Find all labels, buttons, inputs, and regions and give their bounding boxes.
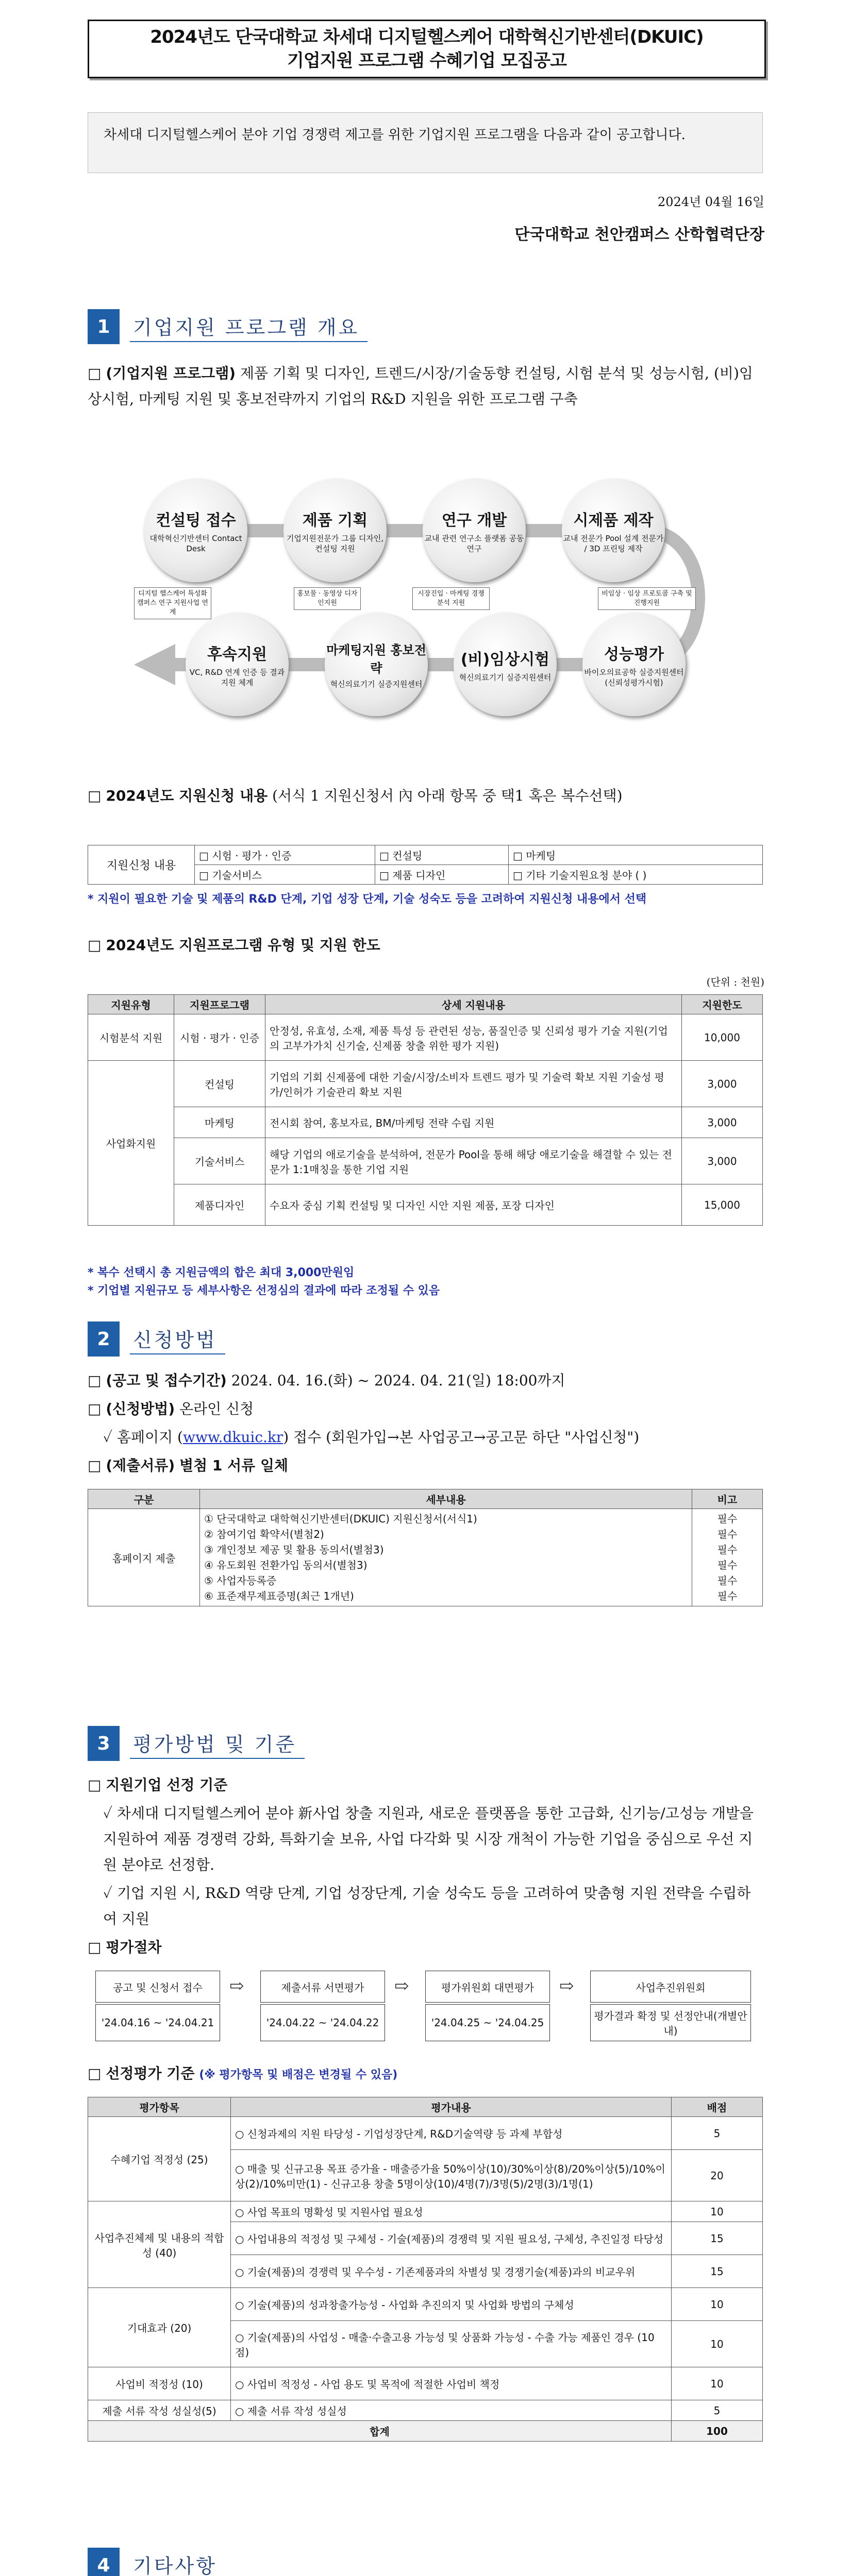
apply-table-label: 지원신청 내용 — [88, 845, 195, 885]
procedure-step-title: 평가위원회 대면평가 — [425, 1971, 550, 2003]
checkbox-icon: □ — [88, 365, 106, 382]
criteria-score: 10 — [672, 2201, 763, 2222]
checkbox-icon: □ — [88, 787, 106, 804]
types-note-2: * 기업별 지원규모 등 세부사항은 선정심의 결과에 따라 조정될 수 있음 — [88, 1284, 440, 1297]
criteria-content: ○ 사업내용의 적정성 및 구체성 - 기술(제품)의 경쟁력 및 지원 필요성, 구체성, 추진일정 타당성 — [231, 2222, 672, 2255]
cycle-step-planning — [283, 479, 387, 582]
apply-option[interactable]: □ 컨설팅 — [375, 845, 509, 865]
doc-item: ① 단국대학교 대학혁신기반센터(DKUIC) 지원신청서(서식1) — [204, 1513, 477, 1525]
notice-date: 2024년 04월 16일 — [658, 195, 764, 209]
criteria-score: 15 — [672, 2255, 763, 2288]
apply-note: * 지원이 필요한 기술 및 제품의 R&D 단계, 기업 성장 단계, 기술 성숙도 등을 고려하여 지원신청 내용에서 선택 — [88, 893, 647, 906]
criteria-content: ○ 사업 목표의 명확성 및 지원사업 필요성 — [231, 2201, 672, 2222]
docs-remarks-cell — [692, 1509, 763, 1606]
table-header: 비고 — [692, 1489, 763, 1509]
docs-line — [88, 1453, 763, 1479]
table-header: 지원한도 — [682, 995, 763, 1014]
doc-item: ④ 유도회원 전환가입 동의서(별첨3) — [204, 1559, 367, 1571]
section-number: 4 — [88, 2548, 120, 2576]
cycle-step-desc: 기업지원전문가 그룹 디자인, 컨설팅 지원 — [286, 534, 384, 553]
criteria-content: ○ 기술(제품)의 경쟁력 및 우수성 - 기존제품과의 차별성 및 경쟁기술(제품)과의 비교우위 — [231, 2255, 672, 2288]
criteria-score: 20 — [672, 2150, 763, 2201]
criteria-total: 100 — [672, 2421, 763, 2442]
table-cell: 3,000 — [682, 1138, 763, 1184]
apply-option[interactable]: □ 제품 디자인 — [375, 865, 509, 885]
cycle-step-title: 제품 기획 — [302, 512, 368, 530]
cycle-step-performance — [582, 613, 686, 716]
cycle-step-followup — [186, 613, 289, 716]
criteria-score: 10 — [672, 2367, 763, 2400]
docs-text: 별첨 1 서류 일체 — [179, 1457, 289, 1474]
cycle-step-desc: 교내 전문가 Pool 설계 전문가 / 3D 프린팅 제작 — [563, 534, 664, 553]
criteria-content: ○ 신청과제의 지원 타당성 - 기업성장단계, R&D기술역량 등 과제 부합성 — [231, 2117, 672, 2150]
section-title: 기타사항 — [130, 2550, 225, 2576]
docs-category: 홈페이지 제출 — [88, 1509, 200, 1606]
homepage-prefix: 홈페이지 ( — [116, 1429, 183, 1446]
doc-item: ② 참여기업 확약서(별첨2) — [204, 1528, 324, 1540]
select-text: 기업 지원 시, R&D 역량 단계, 기업 성장단계, 기술 성숙도 등을 고려하여 맞춤형 지원 전략을 수립하여 지원 — [103, 1885, 751, 1927]
cycle-step-clinical — [454, 613, 557, 716]
table-header: 상세 지원내용 — [265, 995, 682, 1014]
period-value: 2024. 04. 16.(화) ~ 2024. 04. 21(일) 18:00까지 — [231, 1372, 565, 1389]
table-cell: 15,000 — [682, 1184, 763, 1226]
procedure-step-title: 사업추진위원회 — [590, 1971, 751, 2003]
checkbox-icon: □ — [88, 1372, 106, 1389]
procedure-step-date: 평가결과 확정 및 선정안내(개별안내) — [590, 2004, 751, 2041]
table-cell: 기술서비스 — [174, 1138, 265, 1184]
cycle-step-marketing — [325, 613, 428, 716]
homepage-line — [88, 1425, 763, 1450]
procedure-heading-line — [88, 1935, 763, 1960]
table-cell: 컨설팅 — [174, 1061, 265, 1107]
program-cycle-diagram — [124, 453, 742, 742]
doc-remark: 필수 — [717, 1559, 738, 1571]
criteria-item: 제출 서류 작성 성실성(5) — [88, 2400, 231, 2421]
table-cell: 사업화지원 — [88, 1061, 174, 1226]
select-criteria-2 — [88, 1880, 763, 1932]
arrow-right-icon: ⇨ — [559, 1976, 574, 1996]
cycle-step-desc: VC, R&D 연계 인증 등 결과 지원 체계 — [189, 668, 285, 687]
cycle-step-consulting — [144, 479, 247, 582]
table-cell: 수요자 중심 기획 컨설팅 및 디자인 시안 지원 제품, 포장 디자인 — [265, 1184, 682, 1226]
criteria-item: 수혜기업 적정성 (25) — [88, 2117, 231, 2201]
criteria-note: (※ 평가항목 및 배점은 변경될 수 있음) — [199, 2069, 398, 2081]
criteria-item: 사업비 적정성 (10) — [88, 2367, 231, 2400]
cycle-tag-design: 홍보물 · 동영상 디자인지원 — [294, 587, 361, 610]
select-heading-line — [88, 1772, 763, 1798]
criteria-content: ○ 사업비 적정성 - 사업 용도 및 목적에 적절한 사업비 책정 — [231, 2367, 672, 2400]
criteria-score: 5 — [672, 2117, 763, 2150]
section-1-header — [88, 309, 367, 344]
select-text: 차세대 디지털헬스케어 분야 新사업 창출 지원과, 새로운 플랫폼을 통한 고급화, 신기능/고성능 개발을 지원하여 제품 경쟁력 강화, 특화기술 보유, 사업 다각화 및 시장 개척이 가능한 기업을 중심으로 우선 지원 분야로 선정함. — [103, 1805, 754, 1873]
types-heading: 2024년도 지원프로그램 유형 및 지원 한도 — [106, 937, 380, 954]
cycle-step-desc: 바이오의료공학 실증지원센터 (신뢰성평가시험) — [584, 668, 684, 687]
criteria-total-label: 합계 — [88, 2421, 672, 2442]
doc-remark: 필수 — [717, 1590, 738, 1602]
criteria-content: ○ 기술(제품)의 사업성 - 매출·수출고용 가능성 및 상품화 가능성 - 수출 가능 제품인 경우 (10점) — [231, 2321, 672, 2367]
table-header: 배점 — [672, 2097, 763, 2117]
apply-option[interactable]: □ 마케팅 — [508, 845, 762, 865]
overview-text: 제품 기획 및 디자인, 트렌드/시장/기술동향 컨설팅, 시험 분석 및 성능시험, (비)임상시험, 마케팅 지원 및 홍보전략까지 기업의 R&D 지원을 위한 프로그램 구축 — [88, 365, 753, 408]
section-title: 기업지원 프로그램 개요 — [130, 312, 367, 342]
table-cell: 제품디자인 — [174, 1184, 265, 1226]
cycle-step-desc: 혁신의료기기 실증지원센터 — [330, 680, 423, 689]
table-cell: 3,000 — [682, 1107, 763, 1138]
section-2-header — [88, 1321, 225, 1357]
notice-title-box — [88, 20, 766, 78]
apply-paragraph — [88, 783, 763, 809]
program-types-table — [88, 994, 763, 1226]
criteria-heading: 선정평가 기준 — [106, 2065, 195, 2082]
checkbox-icon: □ — [88, 1939, 106, 1956]
cycle-step-desc: 대학혁신기반센터 Contact Desk — [149, 534, 242, 553]
cycle-step-desc: 혁신의료기기 실증지원센터 — [459, 673, 552, 682]
cycle-tag-campus: 디지털 헬스케어 특성화 캠퍼스 연구 지원사업 연계 — [134, 587, 211, 619]
criteria-item: 사업추진체제 및 내용의 적합성 (40) — [88, 2201, 231, 2288]
checkbox-icon: □ — [88, 937, 106, 954]
criteria-heading-line — [88, 2061, 763, 2088]
period-line — [88, 1368, 763, 1394]
section-4-header — [88, 2548, 225, 2576]
section-title: 신청방법 — [130, 1324, 225, 1354]
cycle-step-desc: 교내 관련 연구소 플랫폼 공동연구 — [424, 534, 524, 553]
criteria-content: ○ 매출 및 신규고용 목표 증가율 - 매출증가율 50%이상(10)/30%이상(8)/20%이상(5)/10%이상(2)/10%미만(1) - 신규고용 창출 5명이상(10)/4명(7)/3명(5)/2명(3)/1명(1) — [231, 2150, 672, 2201]
overview-heading: (기업지원 프로그램) — [106, 365, 236, 382]
doc-remark: 필수 — [717, 1544, 738, 1556]
cycle-step-prototype — [562, 479, 665, 582]
docs-heading: (제출서류) — [106, 1457, 175, 1474]
checkbox-icon: □ — [88, 1776, 106, 1793]
table-cell: 마케팅 — [174, 1107, 265, 1138]
procedure-step-date: '24.04.25 ~ '24.04.25 — [425, 2004, 550, 2041]
notice-title-line1: 2024년도 단국대학교 차세대 디지털헬스케어 대학혁신기반센터(DKUIC) — [150, 27, 704, 47]
section-number: 1 — [88, 309, 120, 344]
checkmark-icon: ✓ — [103, 1805, 117, 1822]
checkmark-icon: ✓ — [103, 1885, 117, 1902]
checkmark-icon: ✓ — [103, 1429, 117, 1446]
table-cell: 3,000 — [682, 1061, 763, 1107]
unit-label: (단위 : 천원) — [706, 976, 764, 988]
intro-text: 차세대 디지털헬스케어 분야 기업 경쟁력 제고를 위한 기업지원 프로그램을 다음과 같이 공고합니다. — [88, 112, 763, 173]
doc-item: ⑥ 표준재무제표증명(최근 1개년) — [204, 1590, 354, 1602]
table-cell: 기업의 기회 신제품에 대한 기술/시장/소비자 트렌드 평가 및 기술력 확보 지원 기술성 평가/인허가 기술관리 확보 지원 — [265, 1061, 682, 1107]
types-paragraph — [88, 933, 763, 958]
cycle-step-title: 컨설팅 접수 — [156, 512, 236, 530]
evaluation-criteria-table — [88, 2097, 763, 2442]
procedure-step-date: '24.04.22 ~ '24.04.22 — [260, 2004, 385, 2041]
procedure-step-title: 제출서류 서면평가 — [260, 1971, 385, 2003]
doc-remark: 필수 — [717, 1574, 738, 1587]
table-header: 구분 — [88, 1489, 200, 1509]
criteria-content: ○ 제출 서류 작성 성실성 — [231, 2400, 672, 2421]
table-cell: 해당 기업의 애로기술을 분석하여, 전문가 Pool을 통해 해당 애로기술을 해결할 수 있는 전문가 1:1매칭을 통한 기업 지원 — [265, 1138, 682, 1184]
checkbox-icon: □ — [88, 2065, 106, 2082]
section-number: 2 — [88, 1321, 120, 1357]
table-cell: 시험분석 지원 — [88, 1014, 174, 1061]
criteria-score: 15 — [672, 2222, 763, 2255]
apply-option[interactable]: □ 기술서비스 — [195, 865, 375, 885]
cycle-tag-market: 시장진입 · 마케팅 경쟁 분석 지원 — [412, 587, 490, 610]
section-title: 평가방법 및 기준 — [130, 1728, 305, 1759]
cycle-step-title: 시제품 제작 — [573, 512, 654, 530]
criteria-content: ○ 기술(제품)의 성과창출가능성 - 사업화 추진의지 및 사업화 방법의 구체성 — [231, 2288, 672, 2321]
apply-options-table — [88, 845, 763, 885]
homepage-link[interactable]: www.dkuic.kr — [183, 1429, 283, 1446]
table-header: 평가내용 — [231, 2097, 672, 2117]
cycle-step-rnd — [423, 479, 526, 582]
docs-items-cell — [200, 1509, 692, 1606]
cycle-step-title: 연구 개발 — [441, 512, 507, 530]
procedure-step-title: 공고 및 신청서 접수 — [95, 1971, 220, 2003]
doc-item: ③ 개인정보 제공 및 활용 동의서(별첨3) — [204, 1544, 384, 1556]
overview-paragraph — [88, 361, 763, 412]
table-cell: 전시회 참여, 홍보자료, BM/마케팅 전략 수립 지원 — [265, 1107, 682, 1138]
period-heading: (공고 및 접수기간) — [106, 1372, 227, 1389]
submission-docs-table — [88, 1489, 763, 1606]
apply-option[interactable]: □ 시험 · 평가 · 인증 — [195, 845, 375, 865]
table-cell: 10,000 — [682, 1014, 763, 1061]
cycle-step-title: 성능평가 — [604, 646, 664, 664]
checkbox-icon: □ — [88, 1457, 106, 1474]
method-line — [88, 1396, 763, 1422]
table-header: 세부내용 — [200, 1489, 692, 1509]
apply-option[interactable]: □ 기타 기술지원요청 분야 ( ) — [508, 865, 762, 885]
method-value: 온라인 신청 — [179, 1400, 254, 1417]
table-header: 평가항목 — [88, 2097, 231, 2117]
cycle-tag-clinical: 비임상 · 임상 프로토콜 구축 및 진행지원 — [598, 587, 696, 610]
section-3-header — [88, 1726, 305, 1761]
procedure-heading: 평가절차 — [106, 1939, 162, 1956]
apply-heading: 2024년도 지원신청 내용 — [106, 787, 268, 804]
section-number: 3 — [88, 1726, 120, 1761]
cycle-step-title: (비)임상시험 — [460, 651, 550, 669]
doc-remark: 필수 — [717, 1528, 738, 1540]
issuing-organization: 단국대학교 천안캠퍼스 산학협력단장 — [514, 226, 764, 244]
method-heading: (신청방법) — [106, 1400, 175, 1417]
cycle-step-title: 후속지원 — [207, 646, 267, 664]
criteria-score: 10 — [672, 2288, 763, 2321]
criteria-score: 5 — [672, 2400, 763, 2421]
doc-remark: 필수 — [717, 1513, 738, 1525]
select-criteria-1 — [88, 1801, 763, 1878]
table-header: 지원프로그램 — [174, 995, 265, 1014]
arrow-right-icon: ⇨ — [229, 1976, 244, 1996]
arrow-right-icon: ⇨ — [394, 1976, 409, 1996]
types-note-1: * 복수 선택시 총 지원금액의 합은 최대 3,000만원임 — [88, 1266, 355, 1279]
procedure-step-date: '24.04.16 ~ '24.04.21 — [95, 2004, 220, 2041]
table-cell: 시험 · 평가 · 인증 — [174, 1014, 265, 1061]
doc-item: ⑤ 사업자등록증 — [204, 1574, 277, 1587]
select-heading: 지원기업 선정 기준 — [106, 1776, 228, 1793]
cycle-step-title: 마케팅지원 홍보전략 — [326, 643, 426, 675]
criteria-score: 10 — [672, 2321, 763, 2367]
criteria-item: 기대효과 (20) — [88, 2288, 231, 2367]
apply-text: (서식 1 지원신청서 內 아래 항목 중 택1 혹은 복수선택) — [272, 787, 623, 804]
notice-title-line2: 기업지원 프로그램 수혜기업 모집공고 — [287, 50, 566, 71]
table-header: 지원유형 — [88, 995, 174, 1014]
table-cell: 안정성, 유효성, 소재, 제품 특성 등 관련된 성능, 품질인증 및 신뢰성 평가 기술 지원(기업의 고부가가치 신기술, 신제품 창출 위한 평가 지원) — [265, 1014, 682, 1061]
homepage-suffix: ) 접수 (회원가입→본 사업공고→공고문 하단 "사업신청") — [283, 1429, 640, 1446]
checkbox-icon: □ — [88, 1400, 106, 1417]
